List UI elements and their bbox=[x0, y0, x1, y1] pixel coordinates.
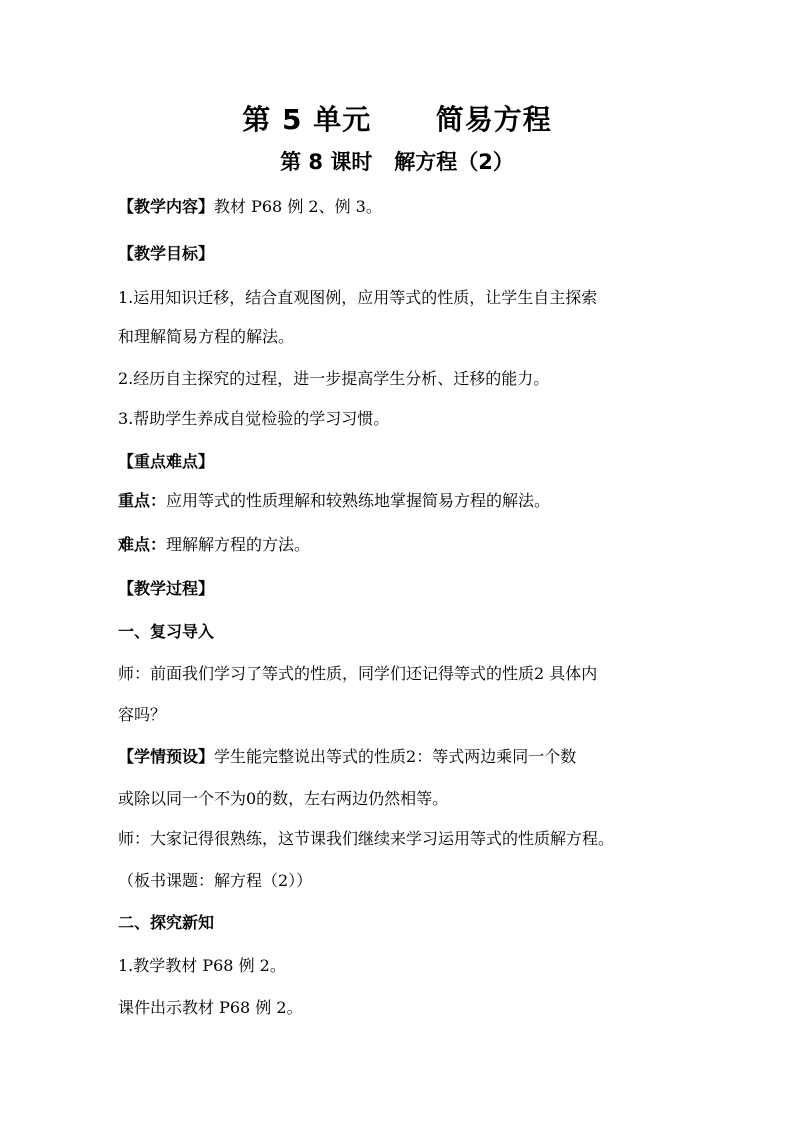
objectives-heading: 【教学目标】 bbox=[118, 244, 215, 263]
board-title: （板书课题：解方程（2）） bbox=[118, 871, 313, 890]
unit-title: 第 5 单元 简易方程 bbox=[242, 103, 552, 136]
student-preset-label: 【学情预设】 bbox=[118, 747, 215, 766]
key-point-label: 重点： bbox=[118, 491, 167, 510]
difficulty-point-label: 难点： bbox=[118, 535, 167, 554]
student-preset-line-2: 或除以同一个不为0的数，左右两边仍然相等。 bbox=[118, 789, 449, 808]
key-point bbox=[118, 490, 684, 512]
teacher-question-line-2: 容吗？ bbox=[118, 705, 167, 724]
key-point-text: 应用等式的性质理解和较熟练地掌握简易方程的解法。 bbox=[166, 491, 551, 510]
step-1: 1.教学教材 P68 例 2。 bbox=[118, 956, 286, 975]
objective-1-line-1: 1.运用知识迁移，结合直观图例，应用等式的性质，让学生自主探索 bbox=[118, 288, 598, 307]
difficulty-point bbox=[118, 534, 684, 556]
section-review: 一、复习导入 bbox=[118, 622, 215, 641]
teaching-content-text: 教材 P68 例 2、例 3。 bbox=[214, 197, 382, 216]
teacher-remark: 师：大家记得很熟练，这节课我们继续来学习运用等式的性质解方程。 bbox=[118, 829, 615, 848]
student-preset-line-1 bbox=[118, 746, 684, 768]
objective-3: 3.帮助学生养成自觉检验的学习习惯。 bbox=[118, 409, 390, 428]
teaching-content bbox=[118, 196, 684, 218]
step-1-detail: 课件出示教材 P68 例 2。 bbox=[118, 998, 303, 1017]
teacher-question-line-1: 师：前面我们学习了等式的性质，同学们还记得等式的性质2 具体内 bbox=[118, 664, 598, 683]
teaching-content-label: 【教学内容】 bbox=[118, 197, 215, 216]
objective-2: 2.经历自主探究的过程，进一步提高学生分析、迁移的能力。 bbox=[118, 369, 550, 388]
difficulty-point-text: 理解解方程的方法。 bbox=[166, 535, 311, 554]
student-preset-text: 学生能完整说出等式的性质2：等式两边乘同一个数 bbox=[214, 747, 577, 766]
process-heading: 【教学过程】 bbox=[118, 579, 215, 598]
lesson-title: 第 8 课时 解方程（2） bbox=[280, 150, 514, 174]
objective-1-line-2: 和理解简易方程的解法。 bbox=[118, 327, 295, 346]
section-explore: 二、探究新知 bbox=[118, 913, 215, 932]
keypoints-heading: 【重点难点】 bbox=[118, 452, 215, 471]
